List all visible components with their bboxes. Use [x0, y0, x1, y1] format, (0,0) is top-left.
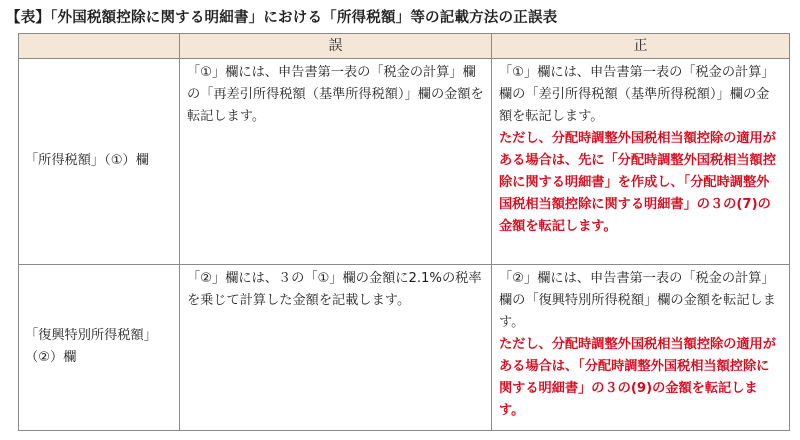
table-row [19, 265, 790, 431]
correct-text: 「②」欄には、申告書第一表の「税金の計算」欄の「復興特別所得税額」欄の金額を転記します。 [499, 271, 776, 330]
wrong-text-cell [180, 265, 492, 431]
row-label-line: 「復興特別所得税額」 [25, 328, 157, 343]
correct-note: ただし、分配時調整外国税相当額控除の適用がある場合は、先に「分配時調整外国税相当額控除に関する明細書」を作成し、「分配時調整外国税相当額控除に関する明細書」の３の(7)の金額を転記します。 [499, 131, 776, 234]
header-wrong: 誤 [180, 34, 492, 59]
row-label-line: 「所得税額」（①）欄 [25, 153, 149, 168]
document-title: 【表】「外国税額控除に関する明細書」における「所得税額」等の記載方法の正誤表 [6, 10, 558, 26]
correction-table [18, 33, 790, 431]
correct-text-cell [492, 265, 790, 431]
row-label [19, 59, 180, 265]
wrong-text-cell [180, 59, 492, 265]
wrong-text: 「①」欄には、申告書第一表の「税金の計算」欄の「再差引所得税額（基準所得税額）」欄の金額を転記します。 [187, 65, 484, 124]
row-label [19, 265, 180, 431]
table-row [19, 59, 790, 265]
header-correct: 正 [492, 34, 790, 59]
row-label-line2: （②）欄 [25, 350, 77, 365]
correct-text-cell [492, 59, 790, 265]
header-blank-cell [19, 34, 180, 59]
wrong-text: 「②」欄には、３の「①」欄の金額に2.1%の税率を乗じて計算した金額を記載します。 [187, 271, 482, 308]
table-header-row [19, 34, 790, 59]
correct-text: 「①」欄には、申告書第一表の「税金の計算」欄の「差引所得税額（基準所得税額）」欄の金額を転記します。 [499, 65, 775, 124]
correct-note: ただし、分配時調整外国税相当額控除の適用がある場合は、「分配時調整外国税相当額控除に関する明細書」の３の(9)の金額を転記します。 [499, 337, 776, 418]
